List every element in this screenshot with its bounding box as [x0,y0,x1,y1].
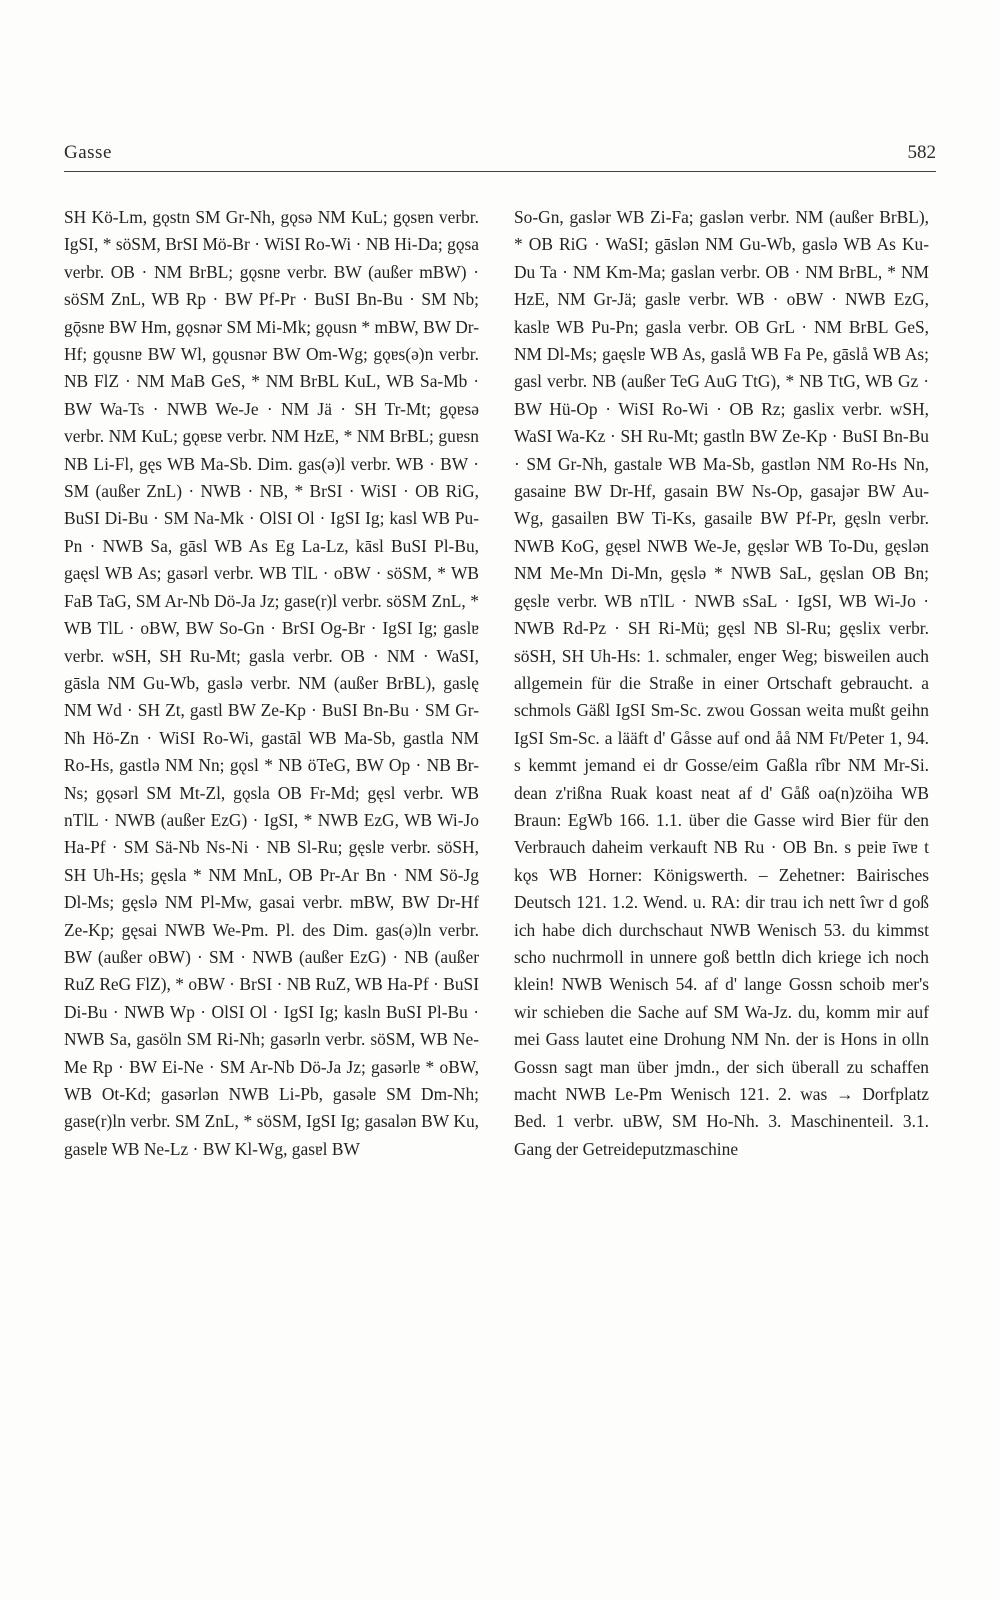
running-head [64,142,936,170]
right-column [514,204,929,1163]
running-headword: Gasse [64,142,112,163]
left-column [64,204,479,1163]
header-rule [64,171,936,172]
left-column-text: SH Kö-Lm, gǫstn SM Gr-Nh, gǫsə NM KuL; gǫsɐn verbr. IgSI, * söSM, BrSI Mö-Br · WiSI Ro-Wi · NB Hi-Da; gǫsa verbr. OB · NM BrBL; gǫsnɐ verbr. BW (außer mBW) · söSM ZnL, WB Rp · BW Pf-Pr · BuSI Bn-Bu · SM Nb; gǭsnɐ BW Hm, gǫsnər SM Mi-Mk; gǫusn * mBW, BW Dr-Hf; gǫusnɐ BW Wl, gǫusnər BW Om-Wg; gǫɐs(ə)n verbr. NB FlZ · NM MaB GeS, * NM BrBL KuL, WB Sa-Mb · BW Wa-Ts · NWB We-Je · NM Jä · SH Tr-Mt; gǫɐsə verbr. NM KuL; gǫɐsɐ verbr. NM HzE, * NM BrBL; guɐsn NB Li-Fl, gęs WB Ma-Sb. Dim. gas(ə)l verbr. WB · BW · SM (außer ZnL) · NWB · NB, * BrSI · WiSI · OB RiG, BuSI Di-Bu · SM Na-Mk · OlSI Ol · IgSI Ig; kasl WB Pu-Pn · NWB Sa, gāsl WB As Eg La-Lz, kāsl BuSI Pl-Bu, gaęsl WB As; gasərl verbr. WB TlL · oBW · söSM, * WB FaB TaG, SM Ar-Nb Dö-Ja Jz; gasɐ(r)l verbr. söSM ZnL, * WB TlL · oBW, BW So-Gn · BrSI Og-Br · IgSI Ig; gaslɐ verbr. wSH, SH Ru-Mt; gasla verbr. OB · NM · WaSI, gāsla NM Gu-Wb, gaslə verbr. NM (außer BrBL), gaslę NM Wd · SH Zt, gastl BW Ze-Kp · BuSI Bn-Bu · SM Gr-Nh Hö-Zn · WiSI Ro-Wi, gastāl WB Ma-Sb, gastla NM Ro-Hs, gastlə NM Nn; gǫsl * NB öTeG, BW Op · NB Br-Ns; gǫsərl SM Mt-Zl, gǫsla OB Fr-Md; gęsl verbr. WB nTlL · NWB (außer EzG) · IgSI, * NWB EzG, WB Wi-Jo Ha-Pf · SM Sä-Nb Ns-Ni · NB Sl-Ru; gęslɐ verbr. söSH, SH Uh-Hs; gęsla * NM MnL, OB Pr-Ar Bn · NM Sö-Jg Dl-Ms; gęslə NM Pl-Mw, gasai verbr. mBW, BW Dr-Hf Ze-Kp; gęsai NWB We-Pm. Pl. des Dim. gas(ə)ln verbr. BW (außer oBW) · SM · NWB (außer EzG) · NB (außer RuZ ReG FlZ), * oBW · BrSI · NB RuZ, WB Ha-Pf · BuSI Di-Bu · NWB Wp · OlSI Ol · IgSI Ig; kasln BuSI Pl-Bu · NWB Sa, gasöln SM Ri-Nh; gasərln verbr. söSM, WB Ne-Me Rp · BW Ei-Ne · SM Ar-Nb Dö-Ja Jz; gasərlɐ * oBW, WB Ot-Kd; gasərlən NWB Li-Pb, gasəlɐ SM Dm-Nh; gasɐ(r)ln verbr. SM ZnL, * söSM, IgSI Ig; gasalən BW Ku, gasɐlɐ WB Ne-Lz · BW Kl-Wg, gasɐl BW [64,207,479,1159]
right-column-text: So-Gn, gaslər WB Zi-Fa; gaslən verbr. NM (außer BrBL), * OB RiG · WaSI; gāslən NM Gu-Wb, gaslə WB As Ku-Du Ta · NM Km-Ma; gaslan verbr. OB · NM BrBL, * NM HzE, NM Gr-Jä; gaslɐ verbr. WB · oBW · NWB EzG, kaslɐ WB Pu-Pn; gasla verbr. OB GrL · NM BrBL GeS, NM Dl-Ms; gaęslɐ WB As, gaslå WB Fa Pe, gāslå WB As; gasl verbr. NB (außer TeG AuG TtG), * NB TtG, WB Gz · BW Hü-Op · WiSI Ro-Wi · OB Rz; gaslix verbr. wSH, WaSI Wa-Kz · SH Ru-Mt; gastln BW Ze-Kp · BuSI Bn-Bu · SM Gr-Nh, gastalɐ WB Ma-Sb, gastlən NM Ro-Hs Nn, gasainɐ BW Dr-Hf, gasain BW Ns-Op, gasajər BW Au-Wg, gasailɐn BW Ti-Ks, gasailɐ BW Pf-Pr, gęsln verbr. NWB KoG, gęsɐl NWB We-Je, gęslər WB To-Du, gęslən NM Me-Mn Di-Mn, gęslə * NWB SaL, gęslan OB Bn; gęslɐ verbr. WB nTlL · NWB sSaL · IgSI, WB Wi-Jo · NWB Rd-Pz · SH Ri-Mü; gęsl NB Sl-Ru; gęslix verbr. söSH, SH Uh-Hs: 1. schmaler, enger Weg; bisweilen auch allgemein für die Straße in einer Ortschaft gebraucht. a schmols Gäßl IgSI Sm-Sc. zwou Gossan weita mußt geihn IgSI Sm-Sc. a lääft d' Gåsse auf ond åå NM Ft/Peter 1, 94. s kemmt jemand ei dr Gosse/eim Gaßla rîbr NM Mr-Si. dean z'rißna Ruak koast neat af d' Gåß oa(n)zöiha WB Braun: EgWb 166. 1.1. über die Gasse wird Bier für den Verbrauch daheim verkauft NB Ru · OB Bn. s pɐiɐ īwɐ t kǫs WB Horner: Königswerth. – Zehetner: Bairisches Deutsch 121. 1.2. Wend. u. RA: dir trau ich nett îwr d goß ich habe dich durchschaut NWB Wenisch 53. du kimmst scho nuchrmoll in unnere goß bettln dich kriege ich noch klein! NWB Wenisch 54. af d' lange Gossn schoib mer's wir schieben die Sache auf SM Wa-Jz. du, komm mir auf mei Gass lautet eine Drohung NM Nn. der is Hons in olln Gossn sagt man über jmdn., der sich überall zu schaffen macht NWB Le-Pm Wenisch 121. 2. was → Dorfplatz Bed. 1 verbr. uBW, SM Ho-Nh. 3. Maschinenteil. 3.1. Gang der Getreideputzmaschine [514,207,929,1159]
page-number: 582 [907,142,936,163]
